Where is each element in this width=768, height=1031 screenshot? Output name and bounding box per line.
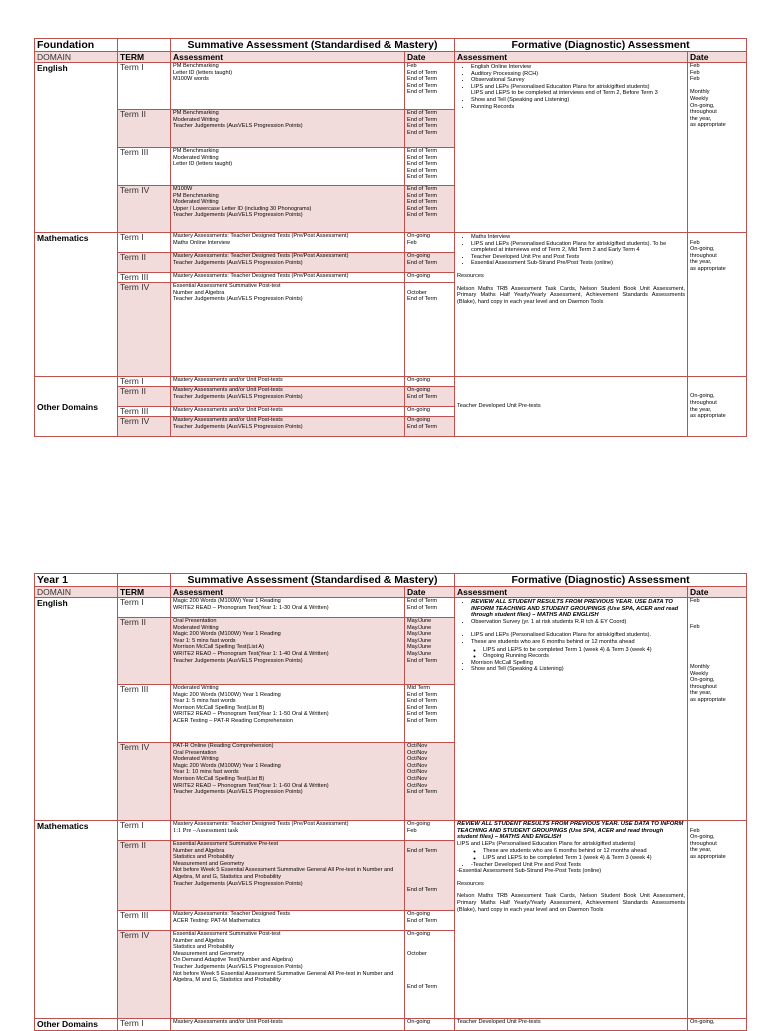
formative-date-cell: Feb Feb Feb Monthly Weekly On-going, throughout the year, as appropriate xyxy=(688,63,747,233)
resources-text: Nelson Maths TRB Assessment Task Cards, Nelson Student Book Unit Assessment, Primary Maths Half Yearly/Yearly Assessment, Achievement Standards Assessments (Blake), hard copy in each year level and on Daemon Tools xyxy=(457,285,686,305)
list-item: • Running Records xyxy=(471,104,685,111)
domain-other: Other Domains xyxy=(35,1019,118,1031)
domain-header: DOMAIN xyxy=(35,587,118,598)
essential-text: -Essential Assessment Sub-Strand Pre-Post Tests (online) xyxy=(457,868,602,875)
formative-date-cell: Feb On-going, throughout the year, as appropriate xyxy=(688,233,747,377)
assessment-cell: Mastery Assessments: Teacher Designed Tests (Pre/Post Assessment) Teacher Judgements (AusVELS Progression Points) xyxy=(171,253,405,273)
term-label: Term II xyxy=(118,253,171,273)
assessment-cell: Mastery Assessments and/or Unit Post-tests xyxy=(171,1019,405,1031)
formative-date-cell: On-going, throughout the year, as appropriate xyxy=(688,377,747,437)
date-cell: October End of Term xyxy=(405,283,455,377)
assessment-cell: PM Benchmarking Letter ID (letters taught) M100W words xyxy=(171,63,405,110)
term-header: TERM xyxy=(118,52,171,63)
assessment-cell xyxy=(171,821,405,841)
term-label: Term II xyxy=(118,110,171,148)
term-label: Term IV xyxy=(118,743,171,821)
assessment-cell: PM Benchmarking Moderated Writing Letter ID (letters taught) xyxy=(171,148,405,186)
term-label: Term I xyxy=(118,821,171,841)
summative-title: Summative Assessment (Standardised & Mastery) xyxy=(171,574,455,587)
date-cell: May/June May/June May/June May/June May/June May/June End of Term xyxy=(405,618,455,685)
resources-label: Resources xyxy=(457,272,484,279)
formative-assessment-header: Assessment xyxy=(455,587,688,598)
formative-date-header: Date xyxy=(688,587,747,598)
list-item: • Maths Interview xyxy=(471,234,685,241)
date-cell: On-going End of Term xyxy=(405,417,455,437)
resources-text: Nelson Maths TRB Assessment Task Cards, Nelson Student Book Unit Assessment, Primary Maths Half Yearly/Yearly Assessment, Achievement Standards Assessments (Blake), hard copy in each year level and on Daemon Tools xyxy=(457,893,686,913)
date-header: Date xyxy=(405,587,455,598)
formative-date-cell: Feb Feb Monthly Weekly On-going, throughout the year, as appropriate xyxy=(688,598,747,821)
list-item: • Essential Assessment Sub-Strand Pre/Post Tests (online) xyxy=(471,260,685,267)
domain-mathematics: Mathematics xyxy=(35,821,118,1019)
foundation-title: Foundation xyxy=(35,39,118,52)
assessment-cell: Mastery Assessments: Teacher Designed Tests ACER Testing: PAT-M Mathematics xyxy=(171,911,405,931)
assessment-cell: PAT-R Online (Reading Comprehension) Oral Presentation Moderated Writing Magic 200 Words (M100W) Year 1 Reading Year 1: 10 mins fast words Morrison McCall Spelling Test(List B) WRITE2 READ – Phonogram Test(Year 1: 1-60 Oral & Written) Teacher Judgements (AusVELS Progression Points) xyxy=(171,743,405,821)
term-label: Term I xyxy=(118,1019,171,1031)
date-cell: End of Term End of Term End of Term End of Term End of Term xyxy=(405,186,455,233)
assessment-cell: Mastery Assessments and/or Unit Post-tests xyxy=(171,407,405,417)
assessment-cell: Mastery Assessments and/or Unit Post-tests Teacher Judgements (AusVELS Progression Points) xyxy=(171,387,405,407)
assessment-cell: Oral Presentation Moderated Writing Magic 200 Words (M100W) Year 1 Reading Year 1: 5 mins fast words Morrison McCall Spelling Test(List A) WRITE2 READ – Phonogram Test(Year 1: 1-40 Oral & Written) Teacher Judgements (AusVELS Progression Points) xyxy=(171,618,405,685)
date-cell: On-going xyxy=(405,377,455,387)
date-cell: On-going xyxy=(405,407,455,417)
date-cell: On-going End of Term xyxy=(405,911,455,931)
date-cell: On-going xyxy=(405,273,455,283)
term-label: Term IV xyxy=(118,186,171,233)
assessment-cell: Moderated Writing Magic 200 Words (M100W) Year 1 Reading Year 1: 5 mins fast words Morrison McCall Spelling Test(List B) WRITE2 READ – Phonogram Test(Year 1: 1-50 Oral & Written) ACER Testing – PAT-R Reading Comprehension xyxy=(171,685,405,743)
table-row xyxy=(35,377,747,387)
list-item: • LIPS and LEPs (Personalised Education Plans for atrisk/gifted students) xyxy=(471,84,685,91)
foundation-header-row xyxy=(35,39,747,52)
table-row xyxy=(35,821,747,841)
formative-cell xyxy=(455,598,688,821)
domain-english: English xyxy=(35,598,118,821)
year1-table xyxy=(34,573,747,1031)
list-item: • Auditory Processing (RCH) xyxy=(471,71,685,78)
term-label: Term IV xyxy=(118,283,171,377)
list-item: ◦ LIPS and LEPS to be completed Term 1 (week 4) & Term 3 (week 4) xyxy=(483,647,685,654)
assessment-cell: M100W PM Benchmarking Moderated Writing Upper / Lowercase Letter ID (including 30 Phonograms) Teacher Judgements (AusVELS Progression Points) xyxy=(171,186,405,233)
term-label: Term II xyxy=(118,618,171,685)
date-cell: Mid Term End of Term End of Term End of Term End of Term End of Term xyxy=(405,685,455,743)
list-item: • Teacher Developed Unit Pre and Post Tests xyxy=(471,254,685,261)
date-header: Date xyxy=(405,52,455,63)
table-row xyxy=(35,1019,747,1031)
formative-title: Formative (Diagnostic) Assessment xyxy=(455,39,747,52)
assessment-cell: Essential Assessment Summative Post-test Number and Algebra Statistics and Probability Measurement and Geometry On Demand Adaptive Test(Number and Algebra) Teacher Judgements (AusVELS Progression Points) Not before Week 5 Essential Assessment Summative General All Pre-test in Number and Algebra, M and G, Statistics and Probability xyxy=(171,931,405,1019)
term-label: Term IV xyxy=(118,931,171,1019)
date-cell: On-going End of Term xyxy=(405,253,455,273)
list-item: • Show and Tell (Speaking & Listening) xyxy=(471,666,685,673)
formative-title: Formative (Diagnostic) Assessment xyxy=(455,574,747,587)
term-label: Term I xyxy=(118,598,171,618)
table-row xyxy=(35,63,747,110)
assessment-text: Mastery Assessments: Teacher Designed Tests (Pre/Post Assessment) xyxy=(173,821,349,827)
term-label: Term II xyxy=(118,387,171,407)
table-row xyxy=(35,233,747,253)
list-item: • LIPS and LEPs (Personalised Education Plans for atrisk/gifted students). xyxy=(471,632,685,639)
list-item: LIPS and LEPS to be completed at interviews end of Term 2, Before Term 3 xyxy=(471,90,658,97)
domain-header: DOMAIN xyxy=(35,52,118,63)
domain-other: Other Domains xyxy=(35,377,118,437)
list-item: • Show and Tell (Speaking and Listening) xyxy=(471,97,685,104)
summative-title: Summative Assessment (Standardised & Mastery) xyxy=(171,39,455,52)
review-text: REVIEW ALL STUDENT RESULTS FROM PREVIOUS YEAR. USE DATA TO INFORM TEACHING AND STUDENT GROUPINGS (Use SPA, ACER and read through student files) – MATHS AND ENGLISH xyxy=(457,821,684,841)
date-cell: On-going Feb xyxy=(405,233,455,253)
formative-assessment-header: Assessment xyxy=(455,52,688,63)
formative-cell: Teacher Developed Unit Pre-tests xyxy=(455,1019,688,1031)
foundation-subheader-row xyxy=(35,52,747,63)
list-item: • LIPS and LEPs (Personalised Education Plans for atrisk/gifted students). To be completed at interviews end of Term 2, Mid Term 3 and Early Term 4 xyxy=(471,241,685,254)
term-label: Term III xyxy=(118,273,171,283)
assessment-cell: Mastery Assessments and/or Unit Post-tests xyxy=(171,377,405,387)
assessment-cell: Mastery Assessments and/or Unit Post-tests Teacher Judgements (AusVELS Progression Points) xyxy=(171,417,405,437)
lips-text: LIPS and LEPs (Personalised Education Plans for atrisk/gifted students) xyxy=(457,840,636,847)
assessment-cell: Essential Assessment Summative Pre-test Number and Algebra Statistics and Probability Measurement and Geometry Not before Week 5 Essential Assessment Summative General All Pre-test in Number and Algebra, M and G, Statistics and Probability Teacher Judgements (AusVELS Progression Points) xyxy=(171,841,405,911)
list-item: • Observational Survey xyxy=(471,77,685,84)
term-label: Term II xyxy=(118,841,171,911)
formative-date-cell: Feb On-going, throughout the year, as appropriate xyxy=(688,821,747,1019)
term-label: Term IV xyxy=(118,417,171,437)
date-cell: Oct/Nov Oct/Nov Oct/Nov Oct/Nov Oct/Nov Oct/Nov Oct/Nov End of Term xyxy=(405,743,455,821)
term-label: Term I xyxy=(118,63,171,110)
date-cell: End of Term End of Term xyxy=(405,598,455,618)
assessment-header: Assessment xyxy=(171,587,405,598)
table-row xyxy=(35,598,747,618)
year1-subheader-row xyxy=(35,587,747,598)
year1-header-row xyxy=(35,574,747,587)
date-cell: On-going October End of Term xyxy=(405,931,455,1019)
assessment-cell: PM Benchmarking Moderated Writing Teacher Judgements (AusVELS Progression Points) xyxy=(171,110,405,148)
list-item: ◦ Ongoing Running Records xyxy=(483,653,685,660)
formative-cell xyxy=(455,821,688,1019)
domain-english: English xyxy=(35,63,118,233)
list-item: • REVIEW ALL STUDENT RESULTS FROM PREVIOUS YEAR. USE DATA TO INFORM TEACHING AND STUDENT GROUPINGS (Use SPA, ACER and read through student files) – MATHS AND ENGLISH xyxy=(471,599,685,619)
date-cell: On-going End of Term xyxy=(405,387,455,407)
foundation-table xyxy=(34,38,747,437)
list-item: • These are students who are 6 months behind or 12 months ahead xyxy=(471,639,685,646)
list-item: ◦ These are students who are 6 months behind or 12 months ahead xyxy=(483,848,685,855)
year1-title: Year 1 xyxy=(35,574,118,587)
formative-cell: Teacher Developed Unit Pre-tests xyxy=(455,377,688,437)
resources-label: Resources xyxy=(457,880,484,887)
list-item: • Morrison McCall Spelling xyxy=(471,660,685,667)
term-header: TERM xyxy=(118,587,171,598)
list-item: • English Online Interview xyxy=(471,64,685,71)
formative-date-header: Date xyxy=(688,52,747,63)
term-label: Term III xyxy=(118,407,171,417)
assessment-cell: Essential Assessment Summative Post-test Number and Algebra Teacher Judgements (AusVELS Progression Points) xyxy=(171,283,405,377)
assessment-cell: Magic 200 Words (M100W) Year 1 Reading WRITE2 READ – Phonogram Test(Year 1: 1-30 Oral & Written) xyxy=(171,598,405,618)
term-label: Term I xyxy=(118,233,171,253)
formative-date-cell: On-going, xyxy=(688,1019,747,1031)
date-cell: End of Term End of Term End of Term End of Term End of Term xyxy=(405,148,455,186)
domain-mathematics: Mathematics xyxy=(35,233,118,377)
term-label: Term I xyxy=(118,377,171,387)
assessment-text: 1:1 Pre –Assessment task xyxy=(173,826,239,834)
date-cell: Feb End of Term End of Term End of Term End of Term xyxy=(405,63,455,110)
list-item: ◦ LIPS and LEPS to be completed Term 1 (week 4) & Term 3 (week 4) xyxy=(483,855,685,862)
term-label: Term III xyxy=(118,911,171,931)
date-cell: On-going Feb xyxy=(405,821,455,841)
date-cell: End of Term End of Term xyxy=(405,841,455,911)
formative-cell xyxy=(455,63,688,233)
term-label: Term III xyxy=(118,148,171,186)
list-item: • Observation Survey (yr. 1 at risk students R.R tch & EY Coord) xyxy=(471,619,685,626)
formative-cell xyxy=(455,233,688,377)
assessment-cell: Mastery Assessments: Teacher Designed Tests (Pre/Post Assessment) Maths Online Interview xyxy=(171,233,405,253)
date-cell: On-going xyxy=(405,1019,455,1031)
list-item: • -Teacher Developed Unit Pre and Post Tests xyxy=(471,862,685,869)
term-label: Term III xyxy=(118,685,171,743)
date-cell: End of Term End of Term End of Term End of Term xyxy=(405,110,455,148)
assessment-header: Assessment xyxy=(171,52,405,63)
assessment-cell: Mastery Assessments: Teacher Designed Tests (Pre/Post Assessment) xyxy=(171,273,405,283)
